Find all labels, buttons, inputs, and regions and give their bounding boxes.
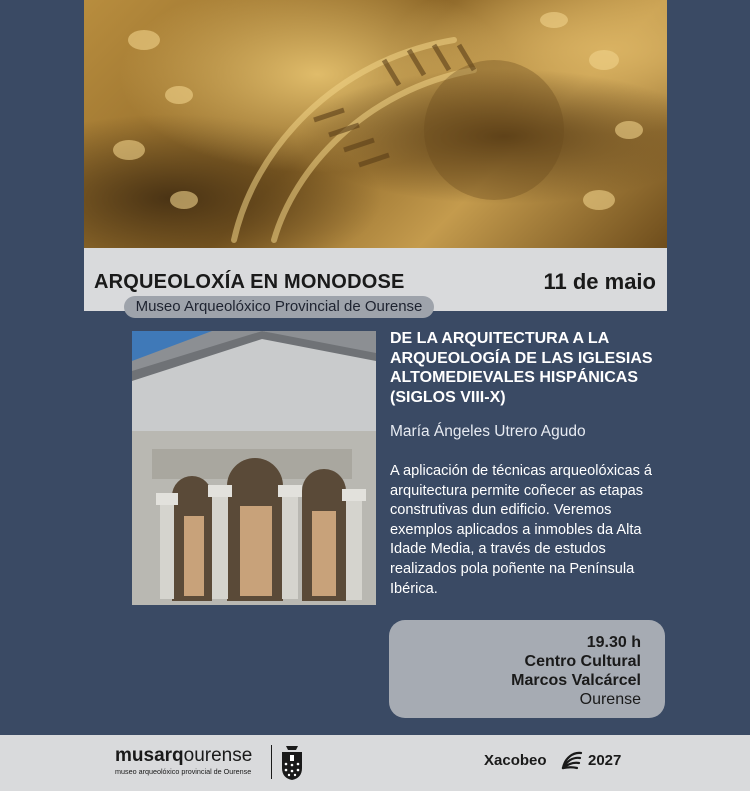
talk-description: A aplicación de técnicas arqueolóxicas á arquitectura permite coñecer as etapas construtivas dun edificio. Veremos exemplos aplicados a inmobles da Alta Idade Media, a través de estudos realizados pola poñente na Península Ibérica. <box>390 463 653 597</box>
speaker-name: María Ángeles Utrero Agudo <box>390 423 586 440</box>
musarq-logo <box>115 745 252 767</box>
coin-image <box>84 0 667 248</box>
event-place-line2: Marcos Valcárcel <box>511 672 641 689</box>
logo-divider <box>271 745 272 779</box>
xacobeo-text: Xacobeo <box>484 752 547 769</box>
logo-subtitle: museo arqueolóxico provincial de Ourense <box>115 767 252 776</box>
footer <box>0 735 750 791</box>
event-place-line1: Centro Cultural <box>524 653 641 670</box>
church-photo <box>132 331 376 605</box>
event-time: 19.30 h <box>586 634 641 651</box>
talk-title: DE LA ARQUITECTURA A LA ARQUEOLOGÍA DE LAS IGLESIAS ALTOMEDIEVALES HISPÁNICAS (SIGLOS VIII-X) <box>390 330 653 406</box>
logo-light: ourense <box>183 745 253 766</box>
event-city: Ourense <box>579 691 641 708</box>
venue-pill: Museo Arqueolóxico Provincial de Ourense <box>124 296 434 318</box>
event-info-box <box>389 620 665 718</box>
scallop-shell-icon <box>559 748 583 772</box>
galicia-crest-icon <box>280 744 304 780</box>
series-title: ARQUEOLOXÍA EN MONODOSE <box>94 271 405 293</box>
logo-bold: musarq <box>115 745 184 766</box>
event-date: 11 de maio <box>543 269 656 294</box>
xacobeo-year: 2027 <box>588 752 622 769</box>
